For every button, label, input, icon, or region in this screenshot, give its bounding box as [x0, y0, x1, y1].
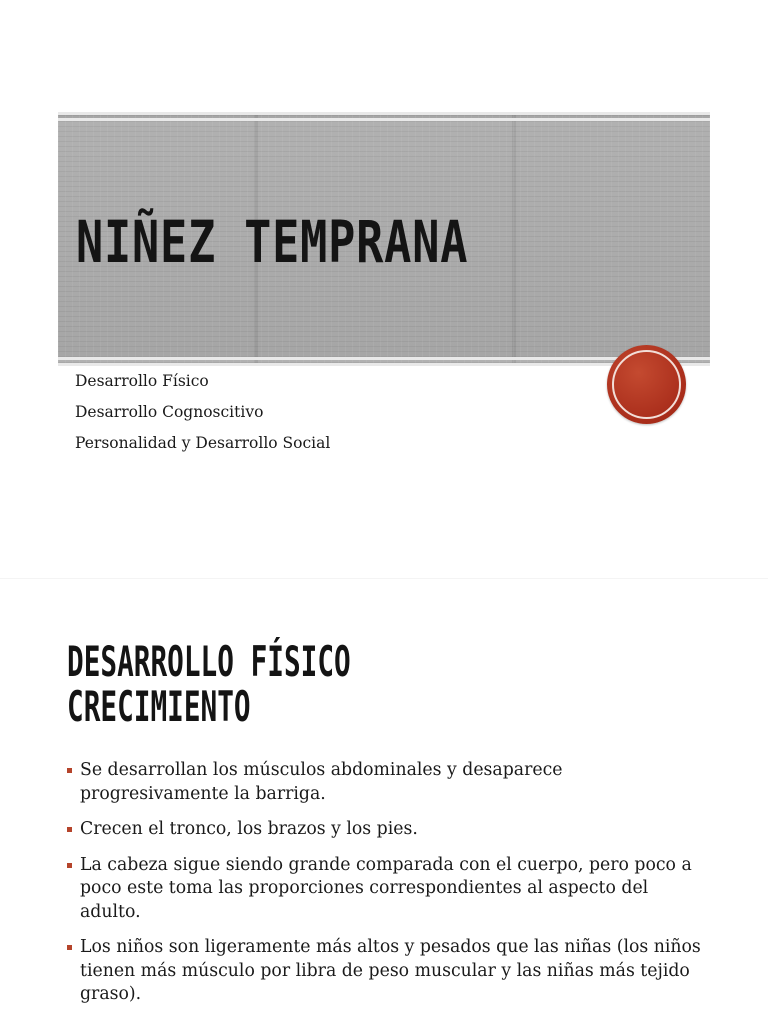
content-slide-title — [67, 639, 351, 729]
subtitle-item: Desarrollo Físico — [75, 372, 209, 390]
bullet-text: La cabeza sigue siendo grande comparada con el cuerpo, pero poco a poco este toma las proporciones correspondientes al aspecto del adulto. — [80, 854, 692, 922]
bullet-square-icon — [67, 768, 72, 773]
bullet-text: Los niños son ligeramente más altos y pesados que las niñas (los niños tienen más músculo por libra de peso muscular y las niñas más tejido graso). — [80, 937, 701, 1004]
bullet-square-icon — [67, 945, 72, 950]
bullet-square-icon — [67, 863, 72, 868]
decorative-seal-icon — [607, 345, 686, 424]
bullet-list — [66, 759, 706, 1019]
bullet-text: Crecen el tronco, los brazos y los pies. — [80, 819, 418, 839]
bullet-item — [66, 759, 706, 806]
bullet-item — [66, 854, 706, 925]
title-line-1: DESARROLLO FÍSICO — [67, 637, 351, 686]
title-banner — [58, 112, 710, 366]
subtitle-item: Personalidad y Desarrollo Social — [75, 434, 331, 452]
bullet-text: Se desarrollan los músculos abdominales y desaparece progresivamente la barriga. — [80, 760, 563, 804]
bullet-item — [66, 818, 706, 842]
bullet-square-icon — [67, 827, 72, 832]
seal-ring — [612, 350, 681, 419]
title-line-2: CRECIMIENTO — [67, 682, 251, 731]
content-slide — [0, 579, 768, 1024]
slide-title: NIÑEZ TEMPRANA — [76, 208, 469, 276]
bullet-item — [66, 936, 706, 1007]
subtitle-list — [75, 369, 330, 462]
subtitle-item: Desarrollo Cognoscitivo — [75, 403, 264, 421]
